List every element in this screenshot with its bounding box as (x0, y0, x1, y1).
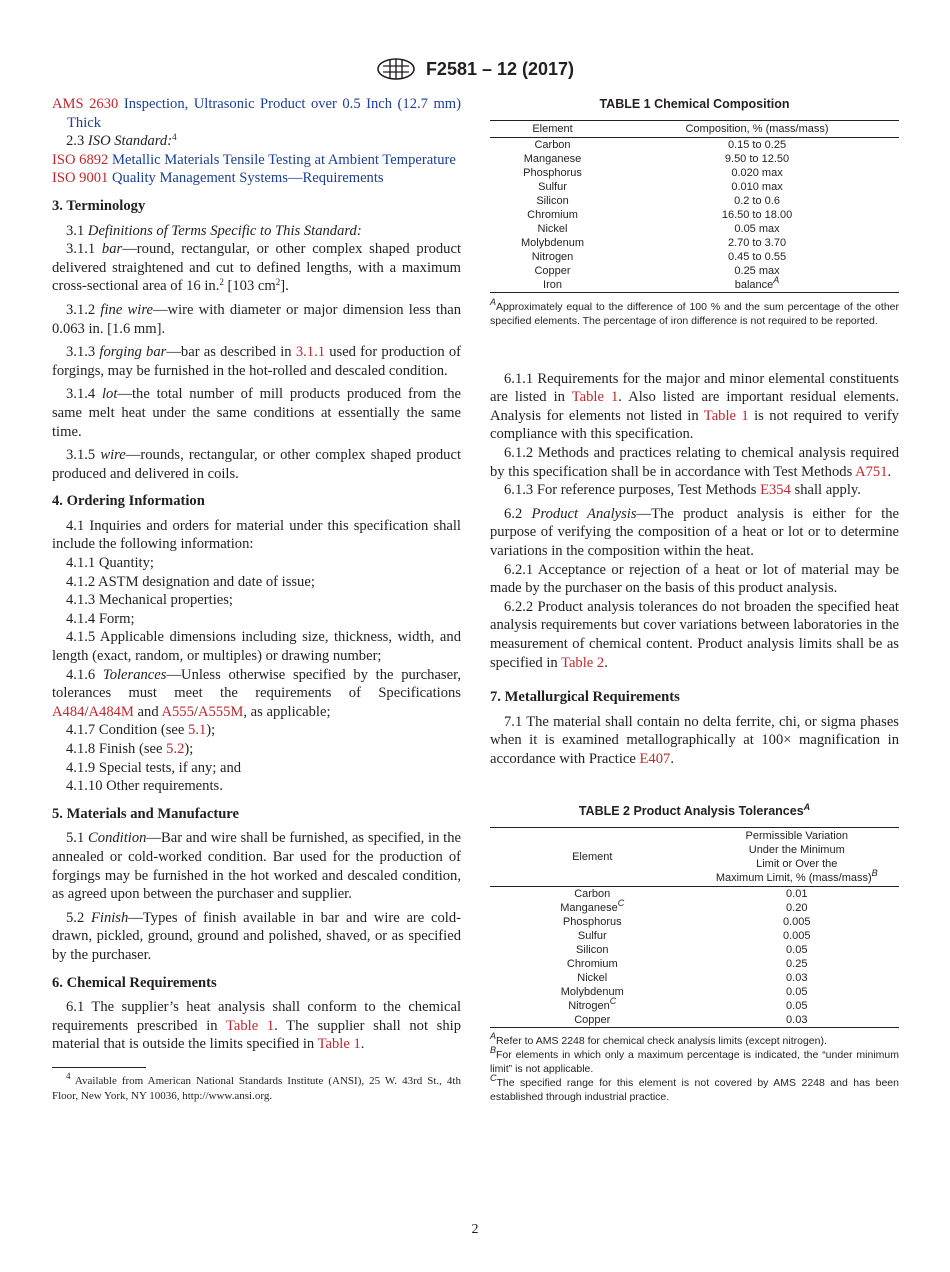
a484m-link[interactable]: A484M (88, 703, 134, 720)
a555-link[interactable]: A555 (161, 703, 194, 720)
table-row: Chromium 0.25 (566, 958, 808, 971)
ref-5-2-link[interactable]: 5.2 (166, 741, 185, 757)
para-3-1-5: 3.1.5 wire—rounds, rectangular, or other complex shaped product produced and delivered in coils. (52, 447, 461, 482)
iso6892-link[interactable]: ISO 6892 (52, 151, 109, 168)
para-6-1: 6.1 The supplier’s heat analysis shall conform to the chemical requirements prescribed in Table 1. The supplier shall not ship material that is outside the limits specified in Table 1. (52, 999, 461, 1053)
table-1-link[interactable]: Table 1 (571, 389, 619, 406)
table-2-note-b: $^B$For elements in which only a maximum percentage is indicated, the “under minimum limit” is not applicable. (490, 1045, 899, 1076)
para-4-1-4: 4.1.4 Form; (66, 610, 135, 627)
ref-ams2630 (52, 95, 461, 132)
para-4-1-9: 4.1.9 Special tests, if any; and (66, 759, 242, 776)
ref-3-1-1-link[interactable]: 3.1.1 (295, 344, 326, 361)
iso9001-title[interactable]: Quality Management Systems—Requirements (112, 170, 384, 187)
a484-link[interactable]: A484 (52, 703, 85, 720)
table-2-header-variation: Permissible Variation Under the Minimum Limit or Over the Maximum Limit, % (mass/mass)$^B$ (695, 828, 900, 887)
table-row: Chromium 16.50 to 18.00 (527, 208, 793, 221)
table-row: Molybdenum 2.70 to 3.70 (521, 236, 787, 249)
table-row: Phosphorus 0.020 max (523, 166, 783, 179)
table-2-caption: TABLE 2 Product Analysis Tolerances$^A$ (578, 802, 811, 819)
para-4-1-3: 4.1.3 Mechanical properties; (66, 592, 233, 609)
table-row: Nickel 0.03 (577, 972, 808, 985)
a751-link[interactable]: A751 (855, 463, 888, 480)
table-row: Silicon 0.2 to 0.6 (536, 194, 780, 207)
section-5-heading: 5. Materials and Manufacture (52, 805, 239, 822)
para-6-2-1: 6.2.1 Acceptance or rejection of a heat or lot of material may be made by the purchaser on the basis of this product analysis. (490, 561, 899, 597)
iso6892-title[interactable]: Metallic Materials Tensile Testing at Ambient Temperature (112, 151, 456, 168)
table-1-header-element: Element (490, 120, 615, 137)
section-4-heading: 4. Ordering Information (52, 493, 205, 510)
para-5-2: 5.2 Finish—Types of finish available in bar and wire are cold-drawn, pickled, ground, ground and polished, shaved, or as specified by the purchaser. (52, 909, 461, 963)
table-row: Molybdenum 0.05 (560, 986, 808, 999)
table-row: Copper 0.03 (490, 1013, 899, 1028)
para-4-1-5: 4.1.5 Applicable dimensions including size, thickness, width, and length (exact, random, or multiples) or drawing number; (52, 629, 461, 665)
para-3-1-2: 3.1.2 fine wire—wire with diameter or major dimension less than 0.063 in. [1.6 mm]. (52, 301, 462, 337)
standard-designation: F2581 – 12 (2017) (425, 58, 575, 79)
section-7-heading: 7. Metallurgical Requirements (490, 689, 680, 706)
table-1-header-composition: Composition, % (mass/mass) (615, 120, 899, 137)
ref-iso6892 (52, 151, 461, 170)
page-number: 2 (471, 1222, 479, 1237)
table-1-caption: TABLE 1 Chemical Composition (599, 97, 790, 111)
table-1-link[interactable]: Table 1 (703, 407, 749, 424)
table-row: Sulfur 0.010 max (538, 180, 783, 193)
para-7-1: 7.1 The material shall contain no delta ferrite, chi, or sigma phases when it is examined metallographically at 100× magnification in accordance with Practice E407. (490, 713, 899, 767)
table-row: Carbon 0.01 (574, 888, 808, 901)
para-3-1-1: 3.1.1 bar—round, rectangular, or other complex shaped product delivered straightened and cut to defined lengths, with a maximum cross-sectional area of 16 in.$^2$ [103 $cm^2$]. (52, 241, 462, 295)
table-2-header-element: Element (490, 828, 695, 887)
table-row: Silicon 0.05 (576, 944, 808, 957)
table-2-link[interactable]: Table 2 (561, 654, 605, 671)
table-row: Carbon 0.15 to 0.25 (534, 138, 787, 151)
para-4-1-7: 4.1.7 Condition (see 5.1); (66, 722, 216, 739)
table-1-link[interactable]: Table 1 (317, 1036, 361, 1053)
section-3-heading: 3. Terminology (52, 197, 146, 214)
table-row: Nitrogen 0.45 to 0.55 (531, 250, 787, 263)
table-row: Manganese$^C$ 0.20 (560, 898, 808, 915)
table-2 (490, 802, 899, 1104)
table-1-link[interactable]: Table 1 (225, 1017, 275, 1034)
section-2-3: 2.3 ISO Standard:$^4$ (66, 132, 177, 150)
section-6-heading: 6. Chemical Requirements (52, 974, 217, 991)
table-2-note-c: $^C$The specified range for this element is not covered by AMS 2248 and has been established through industrial practice. (490, 1073, 899, 1104)
table-row: Iron balance$^A$ (490, 278, 899, 293)
table-row: Nitrogen$^C$ 0.05 (568, 996, 808, 1013)
para-6-1-1: 6.1.1 Requirements for the major and minor elemental constituents are listed in Table 1. Also listed are important residual elements. Analysis for elements not listed in Table 1 is not required to verify compliance with this specification. (490, 370, 899, 443)
table-2-note-a: $^A$Refer to AMS 2248 for chemical check analysis limits (except nitrogen). (490, 1031, 827, 1048)
footnote-4: $^4$ Available from American National Standards Institute (ANSI), 25 W. 43rd St., 4th Floor, New York, NY 10036, http://www.ansi.org. (52, 1070, 461, 1102)
table-row: Manganese 9.50 to 12.50 (523, 152, 790, 165)
right-column (490, 95, 899, 1104)
para-4-1: 4.1 Inquiries and orders for material under this specification shall include the following information: (52, 517, 461, 553)
para-6-2-2: 6.2.2 Product analysis tolerances do not broaden the specified heat analysis requirements but cover variations between laboratories in the measurement of chemical content. Product analysis limits shall be as specified in Table 2. (490, 598, 899, 671)
e354-link[interactable]: E354 (760, 482, 791, 499)
ams2630-link[interactable]: AMS 2630 (52, 96, 119, 112)
table-row: Nickel 0.05 max (537, 222, 780, 235)
para-4-1-2: 4.1.2 ASTM designation and date of issue; (66, 573, 315, 590)
para-6-1-2: 6.1.2 Methods and practices relating to chemical analysis required by this specification shall be in accordance with Test Methods A751. (490, 444, 899, 480)
para-6-2: 6.2 Product Analysis—The product analysis is either for the purpose of verifying the composition of a heat or lot or to determine variations in the composition within the heat. (490, 505, 899, 559)
table-row: Sulfur 0.005 (577, 930, 811, 943)
table-row: Phosphorus 0.005 (562, 916, 811, 929)
iso9001-link[interactable]: ISO 9001 (52, 170, 109, 187)
astm-logo-icon (376, 57, 416, 81)
para-3-1-4: 3.1.4 lot—the total number of mill products produced from the same melt heat under the same conditions at essentially the same time. (52, 386, 461, 440)
e407-link[interactable]: E407 (639, 750, 671, 767)
page-header (0, 57, 950, 81)
ref-5-1-link[interactable]: 5.1 (188, 722, 207, 739)
para-4-1-8: 4.1.8 Finish (see 5.2); (66, 741, 194, 757)
para-4-1-1: 4.1.1 Quantity; (66, 555, 154, 572)
ref-iso9001 (52, 169, 461, 188)
table-1-note: $^A$Approximately equal to the difference of 100 % and the sum percentage of the other specified elements. The percentage of iron difference is not required to be reported. (490, 296, 899, 327)
table-1 (490, 95, 899, 328)
table-row: Copper 0.25 max (534, 264, 780, 277)
para-6-1-3: 6.1.3 For reference purposes, Test Methods E354 shall apply. (504, 482, 861, 499)
para-4-1-6: 4.1.6 Tolerances—Unless otherwise specified by the purchaser, tolerances must meet the requirements of Specifications A484/A484M and A555/A555M, as applicable; (52, 666, 461, 720)
left-column (52, 95, 461, 1104)
para-3-1-3: 3.1.3 forging bar—bar as described in 3.1.1 used for production of forgings, may be furnished in the hot-rolled and descaled condition. (52, 344, 462, 379)
para-5-1: 5.1 Condition—Bar and wire shall be furnished, as specified, in the annealed or cold-worked condition. Bar used for the production of forgings may be furnished in the hot worked and descaled condition, as agreed upon between the purchaser and supplier. (52, 830, 461, 903)
ams2630-title[interactable]: Inspection, Ultrasonic Product over 0.5 Inch (12.7 mm) Thick (67, 96, 462, 131)
footnote-divider (52, 1067, 146, 1068)
para-4-1-10: 4.1.10 Other requirements. (66, 778, 223, 795)
para-3-1: 3.1 Definitions of Terms Specific to This Standard: (66, 222, 362, 239)
a555m-link[interactable]: A555M (197, 703, 244, 720)
